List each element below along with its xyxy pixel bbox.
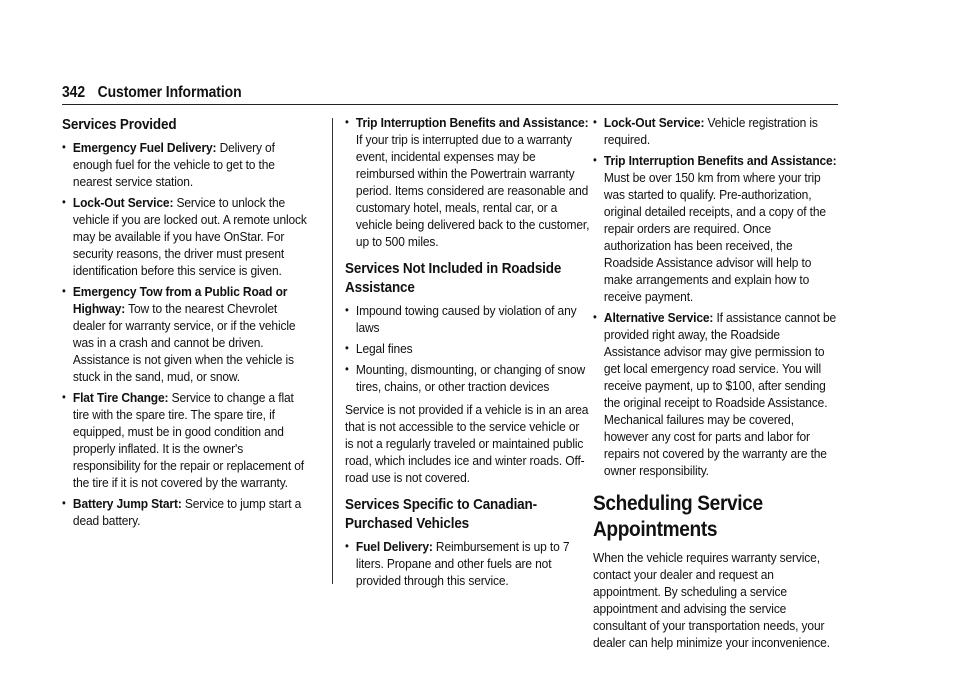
item-text: Legal fines	[355, 341, 413, 356]
page-number: 342	[62, 84, 86, 101]
item-term: Fuel Delivery:	[355, 539, 433, 554]
bullet-icon: •	[345, 303, 349, 317]
list-item	[345, 538, 591, 589]
item-text: Service to change a flat tire with the spare tire. The spare tire, if equipped, must be in good condition and properly inflated. It is the owner's responsibility for the repair or replacement of the tire if it is not covered by the warranty.	[72, 390, 304, 490]
item-text: Mounting, dismounting, or changing of snow tires, chains, or other traction devices	[355, 362, 586, 394]
list-item	[62, 283, 308, 385]
list-item	[345, 340, 591, 357]
bullet-icon: •	[62, 284, 66, 298]
item-term: Emergency Fuel Delivery:	[72, 140, 217, 155]
bullet-icon: •	[62, 195, 66, 209]
list-item	[62, 194, 308, 279]
item-text: Must be over 150 km from where your trip was started to qualify. Pre-authorization, original detailed receipts, and a copy of the repair orders are required. Once authorization has been received, the Roadside Assistance advisor will help to make arrangements and explain how to receive payment.	[603, 170, 826, 304]
list-item	[62, 139, 308, 190]
list-item	[593, 114, 839, 148]
canadian-list-continued	[593, 114, 839, 479]
item-text: Vehicle registration is required.	[603, 115, 818, 147]
not-included-list	[345, 302, 591, 395]
list-item	[345, 361, 591, 395]
header-rule	[62, 104, 838, 105]
section-title: Customer Information	[97, 84, 242, 101]
services-provided-list	[62, 139, 308, 529]
not-provided-paragraph: Service is not provided if a vehicle is in an area that is not accessible to the service vehicle or is not a regularly traveled or maintained public road, which includes ice and winter roads. Off-road use is not covered.	[345, 402, 589, 485]
bullet-icon: •	[593, 115, 597, 129]
list-item	[345, 302, 591, 336]
bullet-icon: •	[593, 153, 597, 167]
item-text: Delivery of enough fuel for the vehicle to get to the nearest service station.	[72, 140, 275, 189]
column-3	[593, 110, 839, 657]
item-term: Trip Interruption Benefits and Assistance:	[355, 115, 589, 130]
item-text: Tow to the nearest Chevrolet dealer for warranty service, or if the vehicle was in a crash and cannot be driven. Assistance is not given when the vehicle is stuck in the sand, mud, or snow.	[72, 301, 296, 384]
column-2	[345, 110, 591, 593]
item-term: Battery Jump Start:	[72, 496, 182, 511]
bullet-icon: •	[593, 310, 597, 324]
heading-services-provided: Services Provided	[62, 117, 177, 133]
item-term: Emergency Tow from a Public Road or Highway:	[72, 284, 288, 316]
bullet-icon: •	[62, 496, 66, 510]
bullet-icon: •	[345, 539, 349, 553]
list-item	[62, 495, 308, 529]
item-term: Flat Tire Change:	[72, 390, 169, 405]
item-term: Alternative Service:	[603, 310, 714, 325]
column-divider	[332, 118, 333, 584]
bullet-icon: •	[62, 140, 66, 154]
item-term: Lock-Out Service:	[603, 115, 705, 130]
page-header	[62, 84, 242, 102]
list-item	[62, 389, 308, 491]
heading-canadian: Services Specific to Canadian-Purchased Vehicles	[345, 497, 537, 532]
trip-interruption-list	[345, 114, 591, 250]
scheduling-paragraph: When the vehicle requires warranty service, contact your dealer and request an appointment. By scheduling a service appointment and advising the service consultant of your transportation needs, your dealer can help minimize your inconvenience.	[593, 550, 830, 650]
item-term: Trip Interruption Benefits and Assistance:	[603, 153, 837, 168]
heading-not-included: Services Not Included in Roadside Assistance	[345, 261, 562, 296]
bullet-icon: •	[345, 115, 349, 129]
list-item	[345, 114, 591, 250]
list-item	[593, 309, 839, 479]
item-term: Lock-Out Service:	[72, 195, 174, 210]
item-text: Reimbursement is up to 7 liters. Propane and other fuels are not provided through this service.	[355, 539, 570, 588]
item-text: Service to jump start a dead battery.	[72, 496, 302, 528]
column-1	[62, 110, 308, 533]
canadian-list	[345, 538, 591, 589]
item-text: If assistance cannot be provided right away, the Roadside Assistance advisor may give permission to get local emergency road service. You will receive payment, up to $100, after sending the original receipt to Roadside Assistance. Mechanical failures may be covered, however any cost for parts and labor for repairs not covered by the warranty are the owner responsibility.	[603, 310, 837, 478]
item-text: If your trip is interrupted due to a warranty event, incidental expenses may be reimbursed within the Powertrain warranty period. Items considered are reasonable and customary hotel, meals, rental car, or a vehicle being delivered back to the customer, up to 500 miles.	[355, 132, 590, 249]
list-item	[593, 152, 839, 305]
bullet-icon: •	[345, 362, 349, 376]
heading-scheduling: Scheduling Service Appointments	[593, 492, 763, 541]
item-text: Service to unlock the vehicle if you are locked out. A remote unlock may be available if you have OnStar. For security reasons, the driver must present identification before this service is given.	[72, 195, 307, 278]
bullet-icon: •	[345, 341, 349, 355]
item-text: Impound towing caused by violation of any laws	[355, 303, 577, 335]
bullet-icon: •	[62, 390, 66, 404]
